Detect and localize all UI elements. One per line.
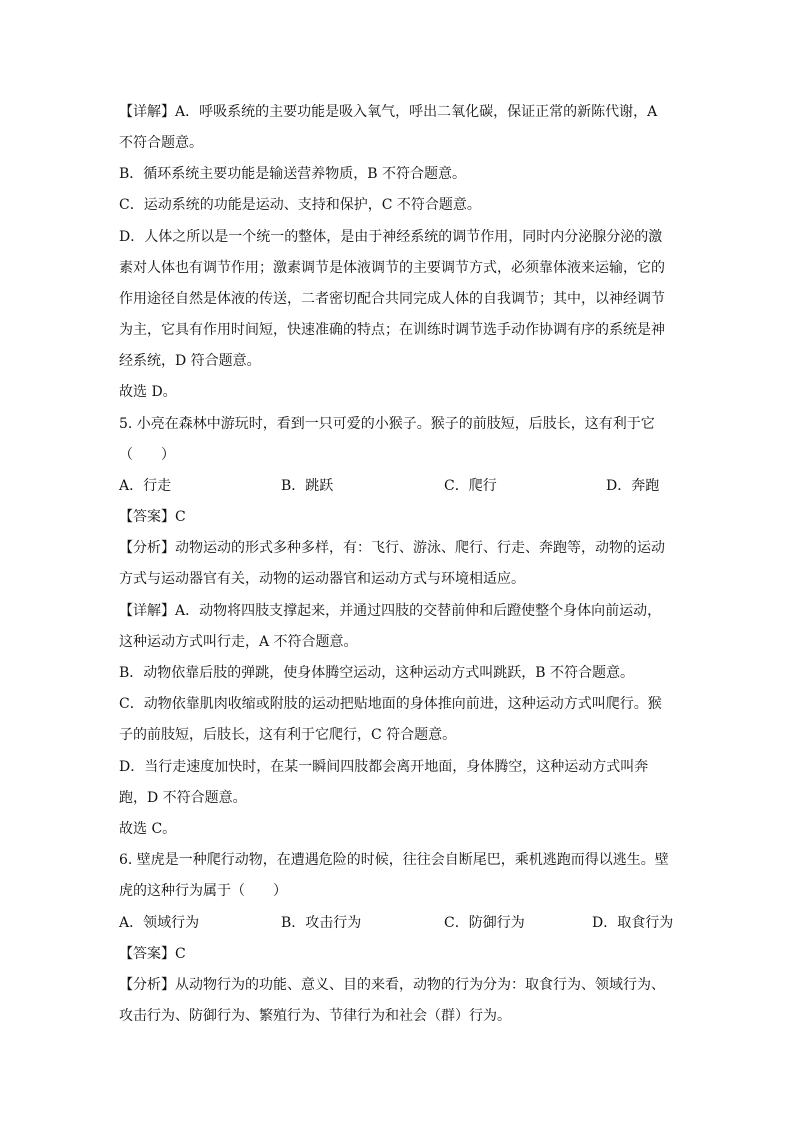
question-5-stem: 5. 小亮在森林中游玩时，看到一只可爱的小猴子。猴子的前肢短，后肢长，这有利于它 (119, 416, 655, 432)
text-line: B．动物依靠后肢的弹跳，使身体腾空运动，这种运动方式叫跳跃，B 不符合题意。 (119, 665, 635, 681)
text-line: 为主，它具有作用时间短，快速准确的特点；在训练时调节选手动作协调有序的系统是神 (119, 322, 665, 338)
question-6-stem: 6. 壁虎是一种爬行动物，在遭遇危险的时候，往往会自断尾巴，乘机逃跑而得以逃生。壁 (119, 852, 669, 868)
option-d: D．取食行为 (592, 915, 674, 931)
question-5-blank: （ ） (119, 447, 175, 463)
option-d: D．奔跑 (606, 478, 660, 494)
text-line: 方式与运动器官有关，动物的运动器官和运动方式与环境相适应。 (119, 571, 525, 587)
text-line: 故选 C。 (119, 821, 177, 837)
question-5-options (119, 476, 679, 496)
text-line: D．当行走速度加快时，在某一瞬间四肢都会离开地面，身体腾空，这种运动方式叫奔 (119, 759, 649, 775)
text-line: 经系统，D 符合题意。 (119, 353, 261, 369)
text-line: D．人体之所以是一个统一的整体，是由于神经系统的调节作用，同时内分泌腺分泌的激 (119, 229, 663, 245)
text-line: 这种运动方式叫行走，A 不符合题意。 (119, 634, 358, 650)
option-c: C．爬行 (444, 478, 497, 494)
text-line: B．循环系统主要功能是输送营养物质，B 不符合题意。 (119, 166, 467, 182)
text-line: 【详解】A．呼吸系统的主要功能是吸入氧气，呼出二氧化碳，保证正常的新陈代谢，A (119, 104, 658, 120)
question-6-options (119, 913, 679, 933)
text-line: 攻击行为、防御行为、繁殖行为、节律行为和社会（群）行为。 (119, 1008, 511, 1024)
text-line: 【分析】动物运动的形式多种多样，有：飞行、游泳、爬行、行走、奔跑等，动物的运动 (119, 540, 665, 556)
text-line: C．动物依靠肌肉收缩或附肢的运动把贴地面的身体推向前进，这种运动方式叫爬行。猴 (119, 696, 662, 712)
text-line: 【分析】从动物行为的功能、意义、目的来看，动物的行为分为：取食行为、领域行为、 (119, 977, 665, 993)
text-line: 作用途径自然是体液的传送，二者密切配合共同完成人体的自我调节；其中，以神经调节 (119, 291, 665, 307)
option-a: A．领域行为 (119, 915, 200, 931)
text-line: 不符合题意。 (119, 135, 203, 151)
answer-line: 【答案】C (119, 509, 186, 525)
text-line: 【详解】A．动物将四肢支撑起来，并通过四肢的交替前伸和后蹬使整个身体向前运动， (119, 603, 662, 619)
option-b: B．攻击行为 (281, 915, 362, 931)
text-line: 子的前肢短，后肢长，这有利于它爬行，C 符合题意。 (119, 727, 457, 743)
option-a: A．行走 (119, 478, 172, 494)
text-line: 故选 D。 (119, 384, 177, 400)
text-line: 素对人体也有调节作用；激素调节是体液调节的主要调节方式，必须靠体液来运输，它的 (119, 260, 665, 276)
text-line: 跑，D 不符合题意。 (119, 790, 247, 806)
option-b: B．跳跃 (281, 478, 334, 494)
question-6-stem-cont: 虎的这种行为属于（ ） (119, 883, 287, 899)
answer-line: 【答案】C (119, 946, 186, 962)
text-line: C．运动系统的功能是运动、支持和保护，C 不符合题意。 (119, 197, 481, 213)
option-c: C．防御行为 (444, 915, 525, 931)
